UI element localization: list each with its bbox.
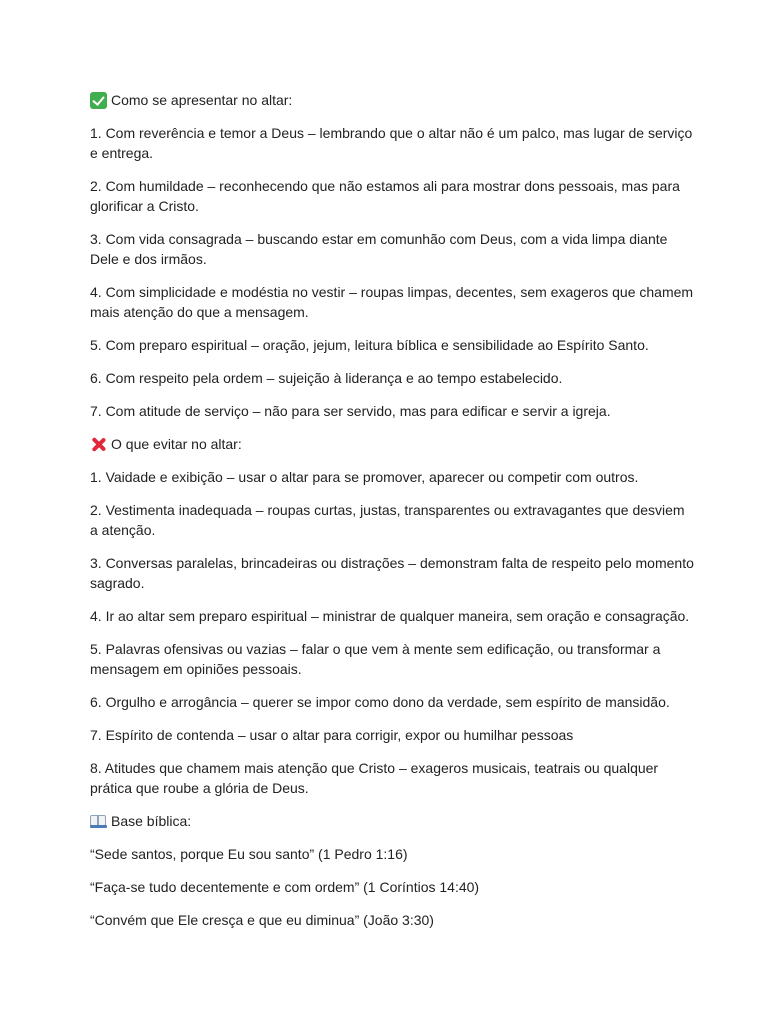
cross-mark-icon: [90, 436, 107, 453]
list-item: 4. Ir ao altar sem preparo espiritual – ministrar de qualquer maneira, sem oração e consagração.: [90, 608, 690, 624]
list-item: 3. Com vida consagrada – buscando estar em comunhão com Deus, com a vida limpa diante Dele e dos irmãos.: [90, 231, 668, 267]
open-book-icon: [90, 814, 107, 828]
list-item: 2. Vestimenta inadequada – roupas curtas, justas, transparentes ou extravagantes que desviem a atenção.: [90, 502, 685, 538]
list-item: 3. Conversas paralelas, brincadeiras ou distrações – demonstram falta de respeito pelo momento sagrado.: [90, 555, 694, 591]
list-item: 6. Orgulho e arrogância – querer se impor como dono da verdade, sem espírito de mansidão.: [90, 694, 670, 710]
document-page: [90, 90, 695, 943]
section-heading-text: Base bíblica:: [111, 813, 192, 829]
bible-verse: “Faça-se tudo decentemente e com ordem” (1 Coríntios 14:40): [90, 879, 480, 895]
list-item: 8. Atitudes que chamem mais atenção que Cristo – exageros musicais, teatrais ou qualquer prática que roube a glória de Deus.: [90, 760, 659, 796]
list-item: 2. Com humildade – reconhecendo que não estamos ali para mostrar dons pessoais, mas para glorificar a Cristo.: [90, 178, 680, 214]
section-heading-base: [90, 811, 695, 831]
list-item: 4. Com simplicidade e modéstia no vestir – roupas limpas, decentes, sem exageros que chamem mais atenção do que a mensagem.: [90, 284, 694, 320]
section-heading-text: Como se apresentar no altar:: [111, 92, 293, 108]
bible-verse: “Convém que Ele cresça e que eu diminua” (João 3:30): [90, 912, 434, 928]
list-item: 1. Com reverência e temor a Deus – lembrando que o altar não é um palco, mas lugar de serviço e entrega.: [90, 125, 693, 161]
list-item: 5. Palavras ofensivas ou vazias – falar o que vem à mente sem edificação, ou transformar a mensagem em opiniões pessoais.: [90, 641, 661, 677]
list-item: 7. Com atitude de serviço – não para ser servido, mas para edificar e servir a igreja.: [90, 403, 611, 419]
list-item: 5. Com preparo espiritual – oração, jejum, leitura bíblica e sensibilidade ao Espírito Santo.: [90, 337, 649, 353]
list-item: 7. Espírito de contenda – usar o altar para corrigir, expor ou humilhar pessoas: [90, 727, 574, 743]
list-item: 1. Vaidade e exibição – usar o altar para se promover, aparecer ou competir com outros.: [90, 469, 639, 485]
section-heading-text: O que evitar no altar:: [111, 436, 242, 452]
section-heading-present: [90, 90, 695, 110]
check-mark-icon: [90, 92, 107, 109]
bible-verse: “Sede santos, porque Eu sou santo” (1 Pedro 1:16): [90, 846, 408, 862]
list-item: 6. Com respeito pela ordem – sujeição à liderança e ao tempo estabelecido.: [90, 370, 563, 386]
section-heading-avoid: [90, 434, 695, 454]
